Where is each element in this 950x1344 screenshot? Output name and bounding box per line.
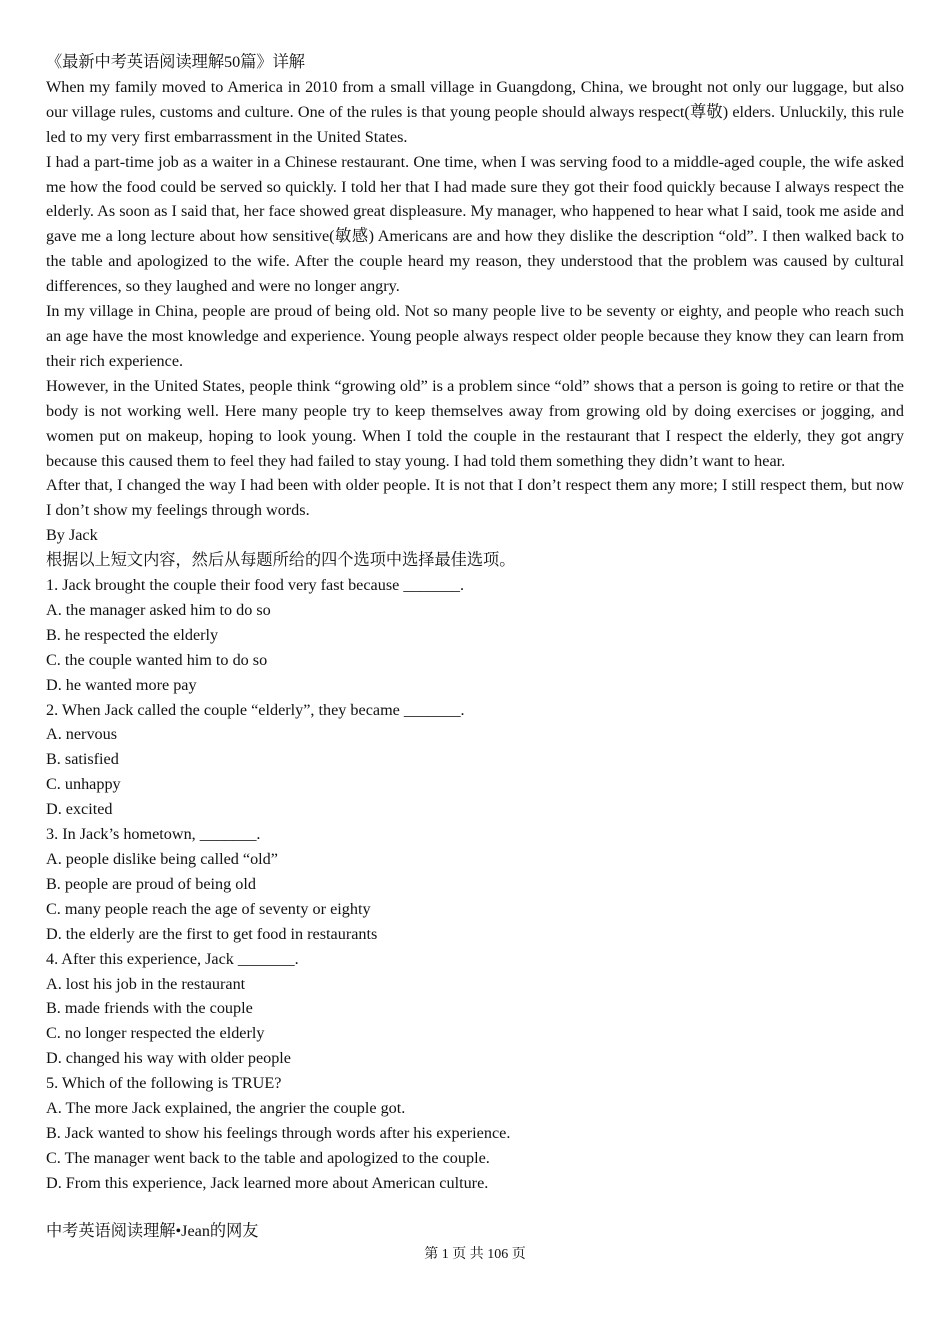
option: A. the manager asked him to do so (46, 600, 271, 619)
option: C. no longer respected the elderly (46, 1024, 265, 1043)
document-title: 《最新中考英语阅读理解50篇》详解 (46, 53, 305, 71)
page-number: 第 1 页 共 106 页 (424, 1247, 526, 1262)
option-list (46, 972, 904, 1072)
question (46, 1071, 904, 1196)
option: D. the elderly are the first to get food in restaurants (46, 924, 378, 943)
footer-source: 中考英语阅读理解•Jean的网友 (46, 1222, 259, 1240)
option: A. nervous (46, 725, 118, 744)
question (46, 822, 904, 947)
option: C. unhappy (46, 775, 121, 794)
question-stem: 5. Which of the following is TRUE? (46, 1074, 282, 1093)
option: A. people dislike being called “old” (46, 850, 278, 868)
question-list (46, 573, 904, 1196)
option: B. he respected the elderly (46, 625, 219, 644)
option: D. excited (46, 800, 113, 819)
passage-paragraph: When my family moved to America in 2010 from a small village in Guangdong, China, we brought not only our luggage, but also our village rules, customs and culture. One of the rules is that young people should always respect(尊敬) elders. Unluckily, this rule led to my very first embarrassment in the United States. (46, 77, 904, 146)
passage-paragraph: After that, I changed the way I had been with older people. It is not that I don’t respect them any more; I still respect them, but now I don’t show my feelings through words. (46, 476, 904, 520)
option: D. From this experience, Jack learned more about American culture. (46, 1173, 489, 1192)
option: C. The manager went back to the table and apologized to the couple. (46, 1148, 490, 1167)
option: A. lost his job in the restaurant (46, 974, 246, 993)
option: C. the couple wanted him to do so (46, 650, 268, 669)
option-list (46, 1096, 904, 1196)
question-stem: 1. Jack brought the couple their food very fast because _______. (46, 576, 465, 595)
option: B. Jack wanted to show his feelings through words after his experience. (46, 1123, 511, 1142)
byline: By Jack (46, 526, 98, 545)
option: A. The more Jack explained, the angrier the couple got. (46, 1099, 406, 1118)
question-stem: 4. After this experience, Jack _______. (46, 949, 299, 968)
instruction: 根据以上短文内容，然后从每题所给的四个选项中选择最佳选项。 (46, 551, 516, 570)
option: D. changed his way with older people (46, 1049, 291, 1068)
document-body (46, 50, 904, 1196)
question (46, 947, 904, 1072)
passage-paragraph: In my village in China, people are proud of being old. Not so many people live to be seventy or eighty, and people who reach such an age have the most knowledge and experience. Young people always respect older people because they know they can learn from their rich experience. (46, 302, 904, 370)
question (46, 698, 904, 823)
option-list (46, 598, 904, 698)
question (46, 573, 904, 698)
passage-paragraph: I had a part-time job as a waiter in a Chinese restaurant. One time, when I was serving food to a middle-aged couple, the wife asked me how the food could be served so quickly. I told her that I had made sure they got their food quickly because I always respect the elderly. As soon as I said that, her face showed great displeasure. My manager, who happened to hear what I said, took me aside and gave me a long lecture about how sensitive(敏感) Americans are and how they dislike the description “old”. I then walked back to the table and apologized to the wife. After the couple heard my reason, they understood that the problem was caused by cultural differences, so they laughed and were no longer angry. (46, 152, 904, 296)
passage-paragraph: However, in the United States, people think “growing old” is a problem since “old” shows that a person is going to retire or that the body is not working well. Here many people try to keep themselves away from growing old by doing exercises or jogging, and women put on makeup, hoping to look young. When I told the couple in the restaurant that I respect the elderly, they got angry because this caused them to feel they had failed to stay young. I had told them something they didn’t want to hear. (46, 376, 904, 470)
passage (46, 75, 904, 523)
option-list (46, 847, 904, 947)
option: C. many people reach the age of seventy or eighty (46, 899, 371, 918)
question-stem: 2. When Jack called the couple “elderly”, they became _______. (46, 700, 465, 719)
option: B. satisfied (46, 750, 119, 769)
option: B. made friends with the couple (46, 999, 253, 1018)
question-stem: 3. In Jack’s hometown, _______. (46, 825, 261, 844)
option: B. people are proud of being old (46, 874, 256, 893)
option: D. he wanted more pay (46, 675, 197, 694)
option-list (46, 722, 904, 822)
